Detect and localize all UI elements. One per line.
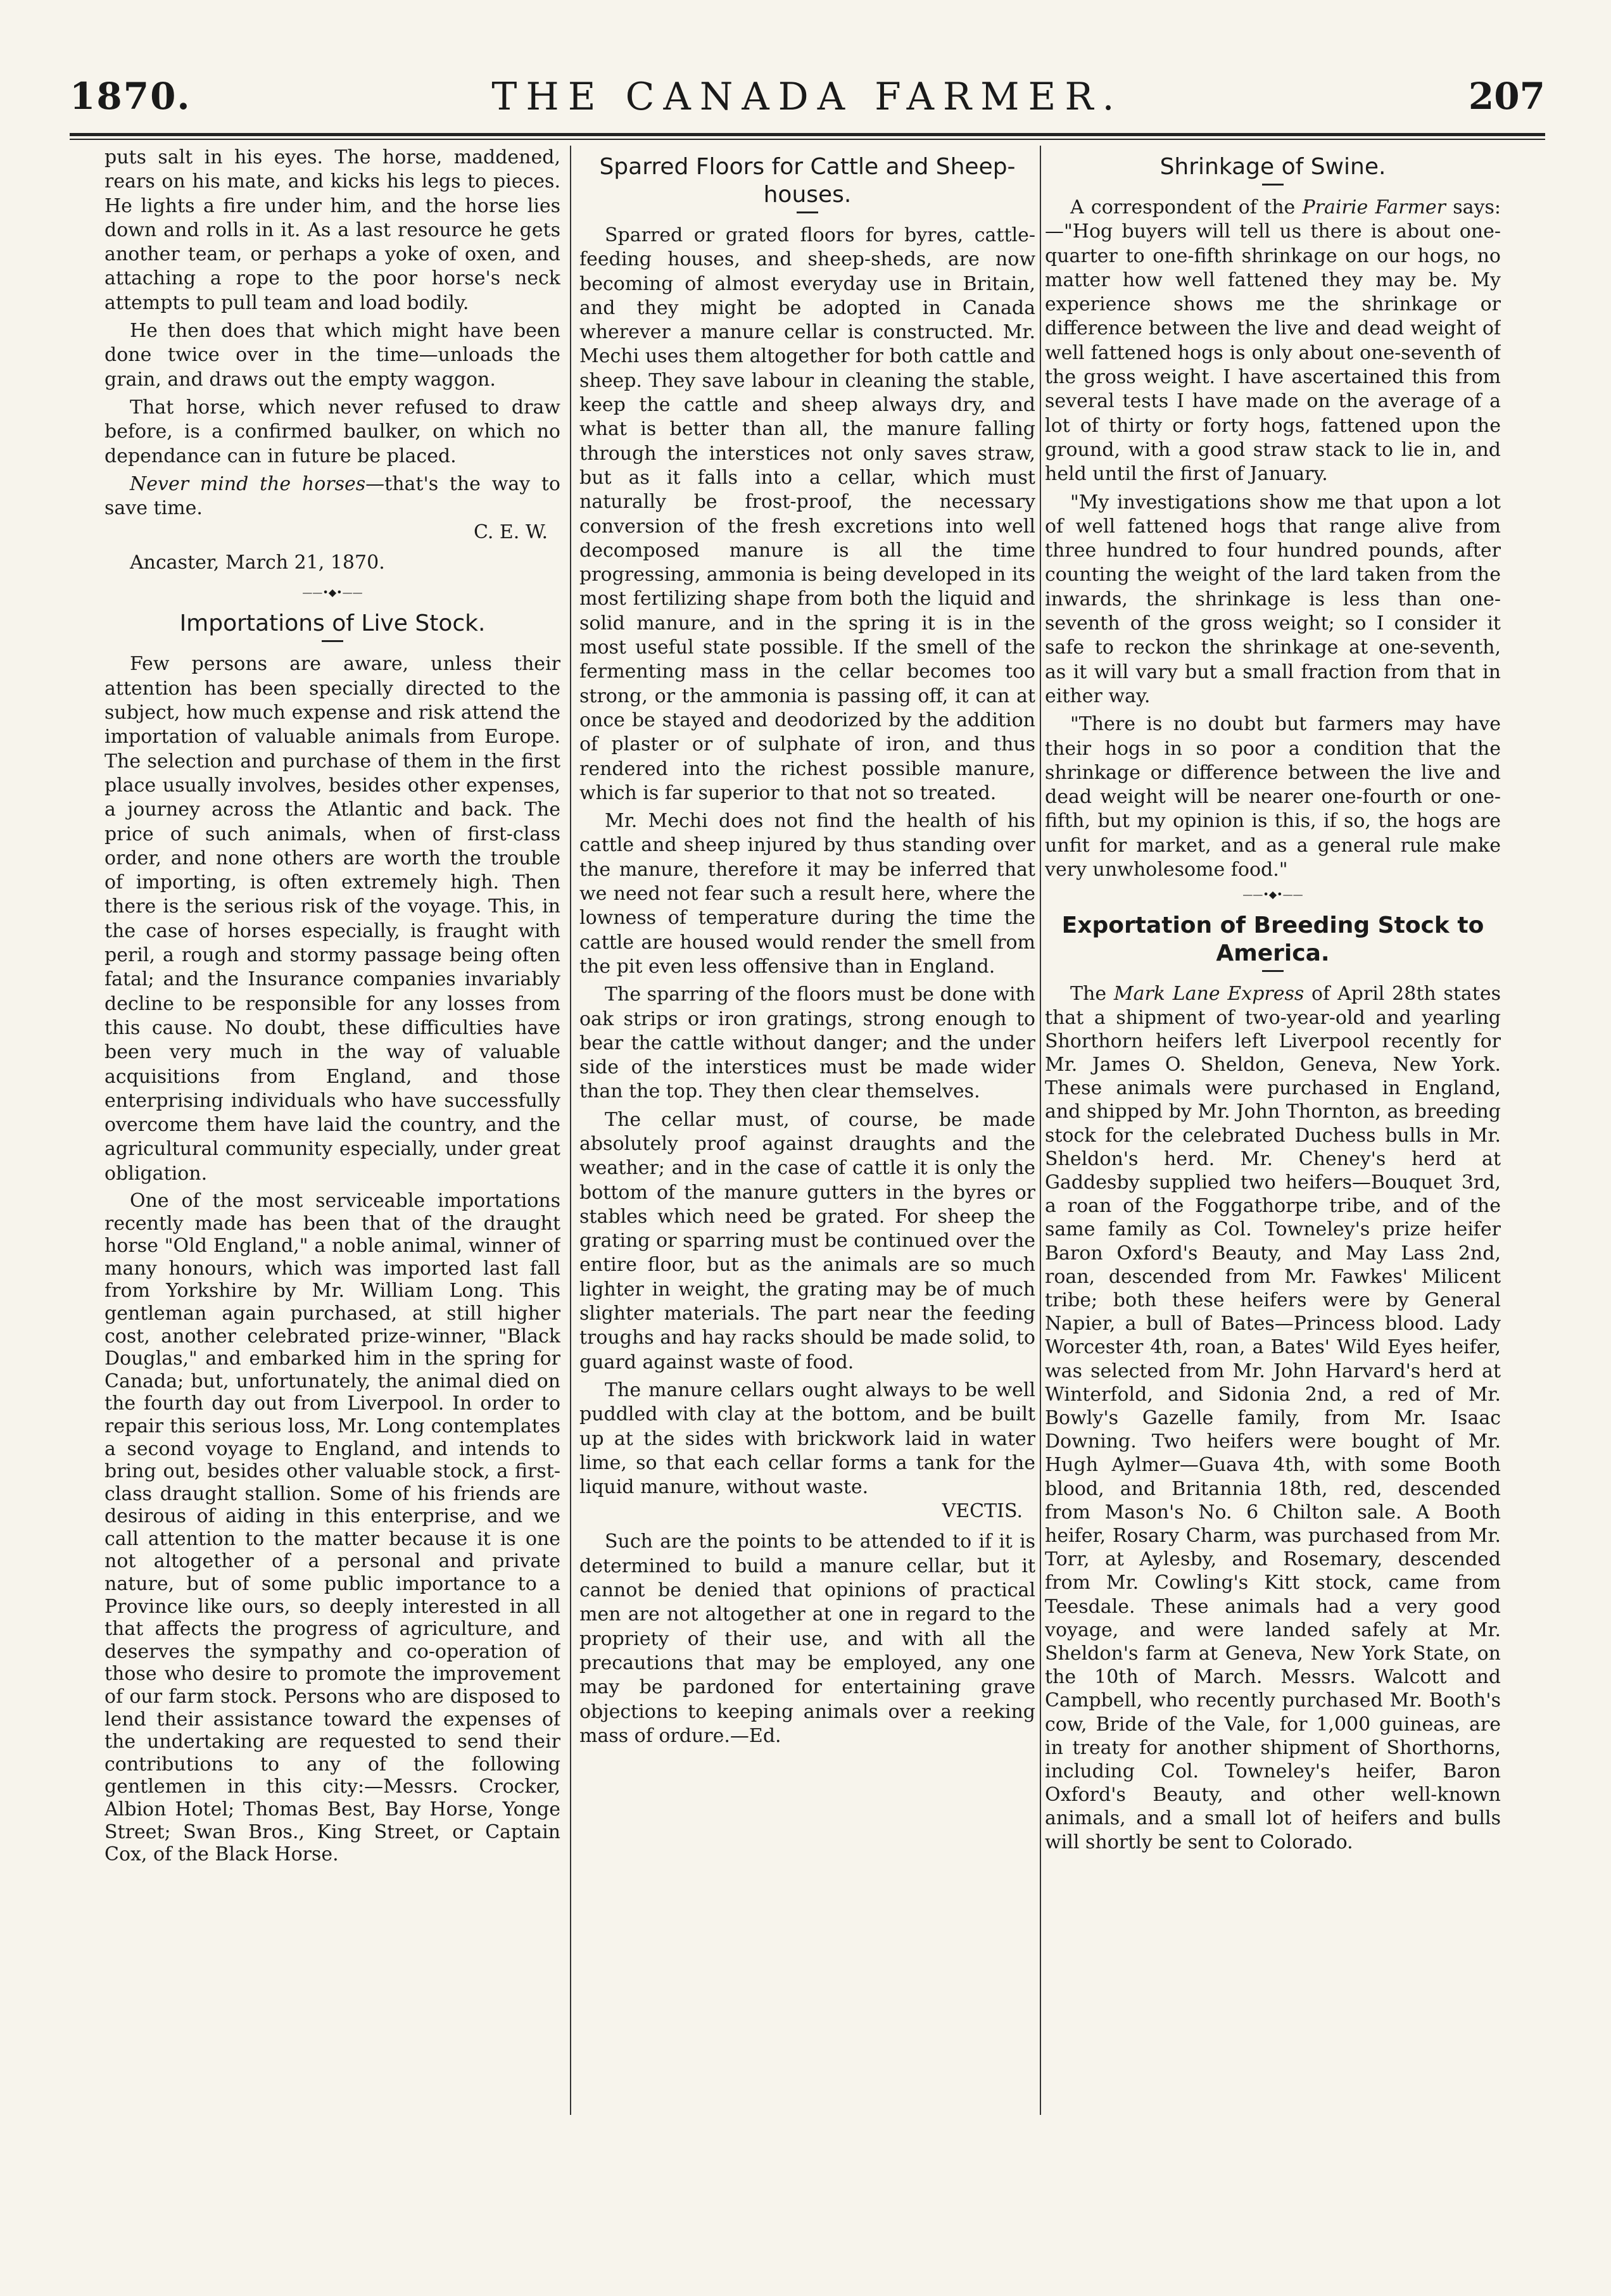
column-divider-2 [1040, 146, 1041, 2115]
paragraph: Sparred or grated floors for byres, cattle-feeding houses, and sheep-sheds, are now becoming of almost everyday use in Britain, and they might be adopted in Canada wherever a manure cellar is constructed. Mr. Mechi uses them altogether for both cattle and sheep. They save labour in cleaning the stable, keep the cattle and sheep always dry, and what is better than all, the manure falling through the interstices not only saves straw, but as it falls into a cellar, which must naturally be frost-proof, the necessary conversion of the fresh excretions into well decomposed manure is all the time progressing, ammonia is being developed in its most fertilizing shape from both the liquid and solid manure, and in the spring it is in the most useful state possible. If the smell of the fermenting mass in the cellar becomes too strong, or the ammonia is passing off, it can at once be stayed and deodorized by the addition of plaster or of sulphate of iron, and thus rendered into the richest possible manure, which is far superior to that not so treated. [579, 224, 1035, 804]
title-rule [797, 211, 818, 213]
newspaper-title: THE CANADA FARMER. [491, 75, 1123, 119]
paragraph: The cellar must, of course, be made absolutely proof against draughts and the weather; and in the case of cattle it is only the bottom of the manure gutters in the byres or stables which need be grated. For sheep the grating or sparring must be continued over the entire floor, but as the animals are so much lighter in weight, the grating may be of much slighter materials. The part near the feeding troughs and hay racks should be made solid, to guard against waste of food. [579, 1108, 1035, 1373]
title-rule [1262, 184, 1284, 186]
article-title: Shrinkage of Swine. [1159, 154, 1386, 180]
paragraph: The Mark Lane Express of April 28th states that a shipment of two-year-old and yearling Shorthorn heifers left Liverpool recently for Mr. James O. Sheldon, Geneva, New York. These animals were purchased in England, and shipped by Mr. John Thornton, as breeding stock for the celebrated Duchess bulls in Mr. Sheldon's herd. Mr. Cheney's herd at Gaddesby supplied two heifers—Bouquet 3rd, a roan of the Foggathorpe tribe, and of the same family as Col. Towneley's prize heifer Baron Oxford's Beauty, and May Lass 2nd, roan, descended from Mr. Fawkes' Milicent tribe; both these heifers were by General Napier, a bull of Bates—Princess blood. Lady Worcester 4th, roan, a Bates' Wild Eyes heifer, was selected from Mr. John Harvard's herd at Winterfold, and Sidonia 2nd, a red of Mr. Bowly's Gazelle family, from Mr. Isaac Downing. Two heifers were bought of Mr. Hugh Aylmer—Guava 4th, with some Booth blood, and Britannia 18th, red, descended from Mason's No. 6 Chilton sale. A Booth heifer, Rosary Charm, was purchased from Mr. Torr, at Aylesby, and Rosemary, descended from Mr. Cowling's Kitt stock, came from Teesdale. These animals had a very good voyage, and were landed safely at Mr. Sheldon's farm at Geneva, New York State, on the 10th of March. Messrs. Walcott and Campbell, who recently purchased Mr. Booth's cow, Bride of the Vale, for 1,000 guineas, are in treaty for another shipment of Shorthorns, including Col. Towneley's heifer, Baron Oxford's Beauty, and other well-known animals, and a small lot of heifers and bulls will shortly be sent to Colorado. [1045, 983, 1501, 1853]
ornament-glyph: ——•◆•—— [1242, 888, 1303, 901]
title-rule [1262, 970, 1284, 972]
paragraph: The sparring of the floors must be done with oak strips or iron gratings, strong enough to bear the cattle without danger; and the under side of the interstices must be made wider than the top. They then clear themselves. [579, 983, 1035, 1103]
column-divider-1 [570, 146, 571, 2115]
paragraph: Few persons are aware, unless their attention has been specially directed to the subject, how much expense and risk attend the importation of valuable animals from Europe. The selection and purchase of them in the first place usually involves, besides other expenses, a journey across the Atlantic and back. The price of such animals, when of first-class order, and none others are worth the trouble of importing, is often extremely high. Then there is the serious risk of the voyage. This, in the case of horses especially, is fraught with peril, a rough and stormy passage being often fatal; and the Insurance companies invariably decline to be responsible for any losses from this cause. No doubt, these difficulties have been very much in the way of valuable acquisitions from England, and those enterprising individuals who have successfully overcome them have laid the country, and the agricultural community especially, under great obligation. [104, 653, 560, 1185]
author-signature: C. E. W. [473, 521, 548, 544]
section-ornament [104, 586, 560, 598]
paragraph: He then does that which might have been done twice over in the time—unloads the grain, and draws out the empty waggon. [104, 320, 560, 391]
paragraph: Never mind the horses—that's the way to save time. [104, 472, 560, 520]
continued-paragraph: puts salt in his eyes. The horse, maddened, rears on his mate, and kicks his legs to pieces. He lights a fire under him, and the horse lies down and rolls in it. As a last resource he gets another team, or perhaps a yoke of oxen, and attaching a rope to the poor horse's neck attempts to pull team and load bodily. [104, 146, 560, 314]
header-rule-thin [70, 139, 1545, 140]
paragraph: Mr. Mechi does not find the health of his cattle and sheep injured by thus standing over the manure, therefore it may be inferred that we need not fear such a result here, where the lowness of temperature during the time the cattle are housed would render the smell from the pit even less offensive than in England. [579, 810, 1035, 978]
editor-note: Such are the points to be attended to if it is determined to build a manure cellar, but it cannot be denied that opinions of practical men are not altogether at one in regard to the propriety of their use, and with all the precautions that may be employed, any one may be pardoned for entertaining grave objections to keeping animals over a reeking mass of ordure.—Ed. [579, 1530, 1035, 1747]
article-title: Sparred Floors for Cattle and Sheep-houses. [599, 154, 1016, 208]
header-rule [70, 133, 1545, 136]
author-signature: VECTIS. [942, 1500, 1023, 1523]
paragraph: That horse, which never refused to draw before, is a confirmed baulker, on which no dependance can in future be placed. [104, 396, 560, 467]
paragraph: "There is no doubt but farmers may have their hogs in so poor a condition that the shrinkage or difference between the live and dead weight will be nearer one-fourth or one-fifth, but my opinion is this, if so, the hogs are unfit for market, and as a general rule make very unwholesome food." [1045, 713, 1501, 881]
paragraph: A correspondent of the Prairie Farmer says:—"Hog buyers will tell us there is about one-quarter to one-fifth shrinkage on our hogs, no matter how well fattened they may be. My experience shows me the shrinkage or difference between the live and dead weight of well fattened hogs is only about one-seventh of the gross weight. I have ascertained this from several tests I have made on the average of a lot of thirty or forty hogs, fattened upon the ground, with a good straw stack to lie in, and held until the first of January. [1045, 196, 1501, 486]
section-ornament [1045, 888, 1501, 900]
paragraph: One of the most serviceable importations recently made has been that of the draught horse "Old England," a noble animal, winner of many honours, which was imported last fall from Yorkshire by Mr. William Long. This gentleman again purchased, at still higher cost, another celebrated prize-winner, "Black Douglas," and embarked him in the spring for Canada; but, unfortunately, the animal died on the fourth day out from Liverpool. In order to repair this serious loss, Mr. Long contemplates a second voyage to England, and intends to bring out, besides other valuable stock, a first-class draught stallion. Some of his friends are desirous of aiding in this enterprise, and we call attention to the matter because it is one not altogether of a personal and private nature, but of some public importance to a Province like ours, so deeply interested in all that affects the progress of agriculture, and deserves the sympathy and co-operation of those who desire to promote the improvement of our farm stock. Persons who are disposed to lend their assistance toward the expenses of the undertaking are requested to send their contributions to any of the following gentlemen in this city:—Messrs. Crocker, Albion Hotel; Thomas Best, Bay Horse, Yonge Street; Swan Bros., King Street, or Captain Cox, of the Black Horse. [104, 1189, 560, 1866]
paragraph: The manure cellars ought always to be well puddled with clay at the bottom, and be built up at the sides with brickwork laid in water lime, so that each cellar forms a tank for the liquid manure, without waste. [579, 1378, 1035, 1499]
paragraph: "My investigations show me that upon a lot of well fattened hogs that range alive from three hundred to four hundred pounds, after counting the weight of the lard taken from the inwards, the shrinkage is less than one-seventh of the gross weight; so I consider it safe to reckon the shrinkage at one-seventh, as it will vary but a small fraction from that in either way. [1045, 491, 1501, 707]
title-rule [322, 640, 343, 642]
article-title: Exportation of Breeding Stock to America. [1061, 912, 1484, 967]
column-2 [579, 146, 1035, 2128]
ornament-glyph: ——•◆•—— [302, 586, 363, 599]
italic-phrase: Never mind the horses [130, 472, 366, 495]
column-3 [1045, 146, 1501, 2128]
italic-publication: Mark Lane Express [1113, 983, 1305, 1006]
article-title: Importations of Live Stock. [179, 610, 486, 637]
dateline: Ancaster, March 21, 1870. [130, 552, 385, 574]
page-number: 207 [1468, 75, 1545, 118]
italic-publication: Prairie Farmer [1302, 196, 1446, 218]
issue-year: 1870. [70, 75, 191, 118]
column-1 [104, 146, 560, 2128]
masthead [70, 75, 1545, 132]
